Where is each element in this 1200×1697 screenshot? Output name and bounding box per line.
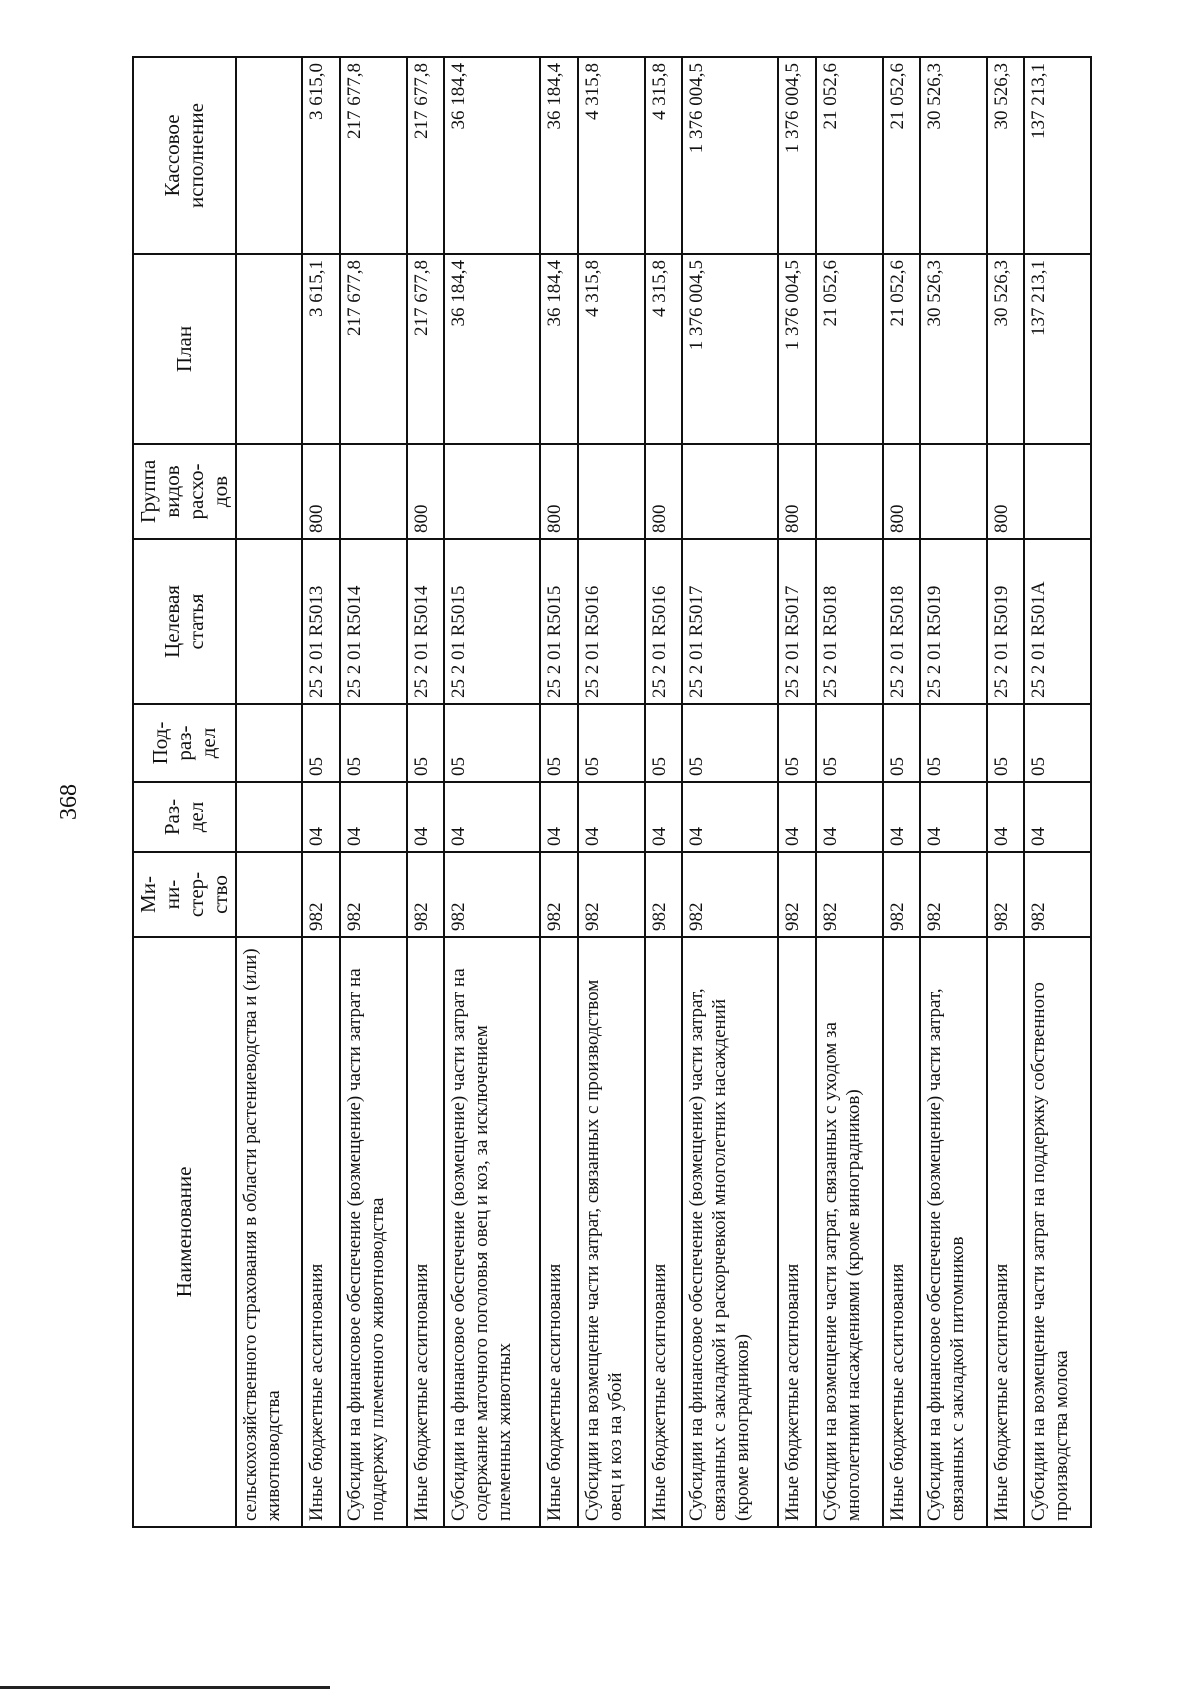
cell-ministry [236,852,303,937]
cell-section: 04 [778,782,815,852]
cell-target: 25 2 01 R5017 [778,539,815,704]
cell-target: 25 2 01 R5014 [340,539,407,704]
cell-target: 25 2 01 R501A [1024,539,1091,704]
rotated-table-container [132,58,1092,1528]
header-subsection: Под- раз- дел [133,704,236,782]
cell-group: 800 [645,444,682,539]
cell-ministry: 982 [778,852,815,937]
cell-ministry: 982 [540,852,577,937]
cell-ministry: 982 [987,852,1024,937]
cell-name: Иные бюджетные ассигнования [645,937,682,1527]
cell-execution: 137 213,1 [1024,57,1091,254]
cell-plan: 30 526,3 [987,254,1024,444]
cell-target: 25 2 01 R5018 [883,539,920,704]
cell-section: 04 [920,782,987,852]
cell-target: 25 2 01 R5015 [540,539,577,704]
cell-section: 04 [578,782,645,852]
header-ministry: Ми- ни- стер- ство [133,852,236,937]
cell-name: сельскохозяйственного страхования в области растениеводства и (или) животноводства [236,937,303,1527]
cell-ministry: 982 [340,852,407,937]
cell-target: 25 2 01 R5016 [645,539,682,704]
cell-plan: 3 615,1 [302,254,339,444]
cell-plan: 217 677,8 [407,254,444,444]
cell-subsection: 05 [816,704,883,782]
cell-section: 04 [444,782,541,852]
cell-plan: 1 376 004,5 [682,254,779,444]
cell-subsection: 05 [987,704,1024,782]
cell-ministry: 982 [883,852,920,937]
table-row [645,57,682,1527]
cell-execution: 3 615,0 [302,57,339,254]
cell-group [340,444,407,539]
cell-group [236,444,303,539]
cell-section: 04 [1024,782,1091,852]
cell-name: Иные бюджетные ассигнования [302,937,339,1527]
table-row [987,57,1024,1527]
cell-ministry: 982 [920,852,987,937]
cell-execution: 4 315,8 [645,57,682,254]
cell-group: 800 [883,444,920,539]
cell-group [578,444,645,539]
table-row [778,57,815,1527]
cell-target: 25 2 01 R5019 [920,539,987,704]
cell-group: 800 [987,444,1024,539]
cell-section: 04 [540,782,577,852]
table-row [302,57,339,1527]
cell-plan: 4 315,8 [578,254,645,444]
cell-subsection: 05 [1024,704,1091,782]
table-row [236,57,303,1527]
cell-execution: 36 184,4 [444,57,541,254]
cell-execution [236,57,303,254]
cell-plan: 137 213,1 [1024,254,1091,444]
cell-subsection: 05 [340,704,407,782]
cell-name: Субсидии на возмещение части затрат на поддержку собственного производства молока [1024,937,1091,1527]
table-row [340,57,407,1527]
cell-ministry: 982 [302,852,339,937]
cell-group [920,444,987,539]
cell-subsection: 05 [645,704,682,782]
cell-plan: 36 184,4 [444,254,541,444]
table-row [883,57,920,1527]
cell-group [444,444,541,539]
cell-name: Субсидии на финансовое обеспечение (возмещение) части затрат, связанных с закладкой питомников [920,937,987,1527]
cell-subsection [236,704,303,782]
cell-target: 25 2 01 R5019 [987,539,1024,704]
header-section: Раз- дел [133,782,236,852]
cell-subsection: 05 [778,704,815,782]
cell-ministry: 982 [816,852,883,937]
table-row [920,57,987,1527]
cell-group: 800 [540,444,577,539]
cell-section [236,782,303,852]
cell-plan: 217 677,8 [340,254,407,444]
cell-group [816,444,883,539]
table-row [540,57,577,1527]
cell-target: 25 2 01 R5017 [682,539,779,704]
cell-group: 800 [778,444,815,539]
cell-execution: 4 315,8 [578,57,645,254]
cell-name: Субсидии на финансовое обеспечение (возмещение) части затрат, связанных с закладкой и раскорчевкой многолетних насаждений (кроме виноградников) [682,937,779,1527]
cell-section: 04 [816,782,883,852]
cell-subsection: 05 [540,704,577,782]
table-row [578,57,645,1527]
cell-subsection: 05 [407,704,444,782]
cell-execution: 21 052,6 [883,57,920,254]
header-execution: Кассовое исполнение [133,57,236,254]
cell-name: Иные бюджетные ассигнования [540,937,577,1527]
cell-subsection: 05 [578,704,645,782]
cell-ministry: 982 [444,852,541,937]
cell-plan: 36 184,4 [540,254,577,444]
table-row [816,57,883,1527]
cell-name: Субсидии на возмещение части затрат, связанных с уходом за многолетними насаждениями (кроме виноградников) [816,937,883,1527]
cell-execution: 217 677,8 [407,57,444,254]
cell-plan: 21 052,6 [883,254,920,444]
cell-plan: 4 315,8 [645,254,682,444]
budget-table [132,56,1092,1528]
cell-group [682,444,779,539]
cell-subsection: 05 [920,704,987,782]
table-row [1024,57,1091,1527]
cell-subsection: 05 [883,704,920,782]
cell-group: 800 [407,444,444,539]
cell-plan: 1 376 004,5 [778,254,815,444]
cell-target: 25 2 01 R5016 [578,539,645,704]
cell-name: Субсидии на финансовое обеспечение (возмещение) части затрат на содержание маточного поголовья овец и коз, за исключением племенных животных [444,937,541,1527]
cell-name: Иные бюджетные ассигнования [883,937,920,1527]
cell-subsection: 05 [682,704,779,782]
cell-section: 04 [682,782,779,852]
table-row [407,57,444,1527]
header-name: Наименование [133,937,236,1527]
cell-ministry: 982 [682,852,779,937]
cell-ministry: 982 [1024,852,1091,937]
cell-section: 04 [340,782,407,852]
cell-group: 800 [302,444,339,539]
header-plan: План [133,254,236,444]
cell-target: 25 2 01 R5014 [407,539,444,704]
cell-name: Субсидии на финансовое обеспечение (возмещение) части затрат на поддержку племенного животноводства [340,937,407,1527]
cell-execution: 21 052,6 [816,57,883,254]
cell-ministry: 982 [578,852,645,937]
cell-subsection: 05 [444,704,541,782]
cell-target: 25 2 01 R5015 [444,539,541,704]
scan-edge-line [0,1686,330,1689]
cell-execution: 30 526,3 [920,57,987,254]
cell-section: 04 [645,782,682,852]
header-target: Целевая статья [133,539,236,704]
cell-execution: 1 376 004,5 [682,57,779,254]
cell-target: 25 2 01 R5018 [816,539,883,704]
cell-execution: 30 526,3 [987,57,1024,254]
cell-plan: 30 526,3 [920,254,987,444]
cell-execution: 1 376 004,5 [778,57,815,254]
cell-ministry: 982 [407,852,444,937]
cell-section: 04 [302,782,339,852]
cell-target: 25 2 01 R5013 [302,539,339,704]
cell-section: 04 [987,782,1024,852]
cell-section: 04 [883,782,920,852]
cell-subsection: 05 [302,704,339,782]
cell-target [236,539,303,704]
cell-plan: 21 052,6 [816,254,883,444]
cell-name: Иные бюджетные ассигнования [407,937,444,1527]
table-row [682,57,779,1527]
cell-name: Иные бюджетные ассигнования [987,937,1024,1527]
cell-ministry: 982 [645,852,682,937]
header-row [133,57,236,1527]
cell-name: Субсидии на возмещение части затрат, связанных с производством овец и коз на убой [578,937,645,1527]
cell-execution: 36 184,4 [540,57,577,254]
cell-section: 04 [407,782,444,852]
page-number: 368 [56,784,82,820]
table-row [444,57,541,1527]
cell-plan [236,254,303,444]
cell-execution: 217 677,8 [340,57,407,254]
cell-group [1024,444,1091,539]
header-group: Группа видов расхо- дов [133,444,236,539]
cell-name: Иные бюджетные ассигнования [778,937,815,1527]
